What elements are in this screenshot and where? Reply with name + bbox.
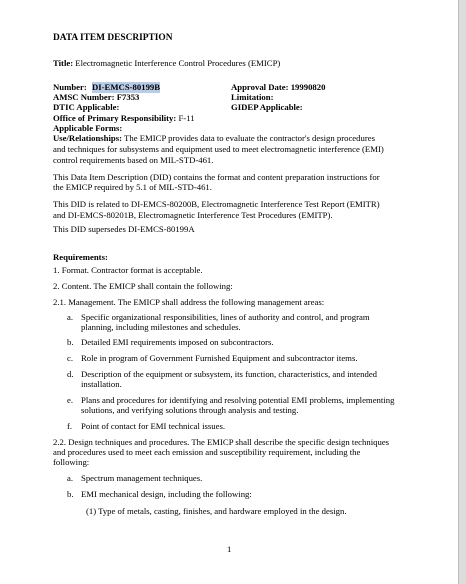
requirement-2-1: 2.1. Management. The EMICP shall address the following management areas: bbox=[53, 297, 325, 307]
dtic-label: DTIC Applicable: bbox=[53, 102, 120, 112]
title-value: Electromagnetic Interference Control Procedures (EMICP) bbox=[75, 58, 281, 68]
item-b2-text: EMI mechanical design, including the following: bbox=[81, 489, 252, 499]
amsc-label: AMSC Number: bbox=[53, 92, 115, 102]
number-label: Number: bbox=[53, 82, 87, 92]
vertical-scrollbar[interactable] bbox=[459, 0, 466, 584]
item-b2-1-text: (1) Type of metals, casting, finishes, and hardware employed in the design. bbox=[86, 506, 347, 516]
item-a-label: a. bbox=[67, 312, 74, 322]
office-value: F-11 bbox=[178, 113, 195, 123]
requirement-2-2-text-3: following: bbox=[53, 457, 90, 467]
office-label: Office of Primary Responsibility: bbox=[53, 113, 177, 123]
requirement-2: 2. Content. The EMICP shall contain the following: bbox=[53, 281, 233, 291]
requirement-2-2-text-2: and procedures used to meet each emission and susceptibility requirement, including the bbox=[53, 447, 361, 457]
title-line bbox=[53, 58, 280, 69]
title-label: Title: bbox=[53, 58, 74, 68]
requirements-heading: Requirements: bbox=[53, 252, 108, 262]
use-line-1 bbox=[53, 133, 375, 144]
item-d-label: d. bbox=[67, 369, 74, 379]
use-text-3: control requirements based on MIL-STD-461. bbox=[53, 155, 214, 165]
item-e-text-2: solutions, and verifying solutions through analysis and testing. bbox=[81, 405, 299, 415]
requirement-1: 1. Format. Contractor format is acceptable. bbox=[53, 265, 203, 275]
use-text-1: The EMICP provides data to evaluate the contractor's design procedures bbox=[124, 133, 375, 143]
item-f-text: Point of contact for EMI technical issues. bbox=[81, 421, 226, 431]
item-c-label: c. bbox=[67, 353, 74, 363]
item-b-label: b. bbox=[67, 337, 74, 347]
use-label: Use/Relationships: bbox=[53, 133, 123, 143]
number-value[interactable]: DI-EMCS-80199B bbox=[92, 82, 161, 92]
item-d-text-2: installation. bbox=[81, 379, 122, 389]
item-b-text: Detailed EMI requirements imposed on subcontractors. bbox=[81, 337, 274, 347]
forms-label: Applicable Forms: bbox=[53, 123, 123, 133]
item-c-text: Role in program of Government Furnished Equipment and subcontractor items. bbox=[81, 353, 358, 363]
item-b2-label: b. bbox=[67, 489, 74, 499]
approval-label: Approval Date: bbox=[231, 82, 289, 92]
gidep-label: GIDEP Applicable: bbox=[231, 102, 303, 112]
item-a2-label: a. bbox=[67, 473, 74, 483]
item-a2-text: Spectrum management techniques. bbox=[81, 473, 203, 483]
page-number: 1 bbox=[227, 544, 232, 554]
approval-value: 19990820 bbox=[290, 82, 326, 92]
document-heading: DATA ITEM DESCRIPTION bbox=[53, 33, 173, 43]
item-d-text-1: Description of the equipment or subsystem, its function, characteristics, and intended bbox=[81, 369, 378, 379]
related-text-2: and DI-EMCS-80201B, Electromagnetic Interference Test Procedures (EMITP). bbox=[53, 210, 333, 220]
use-text-2: and techniques for subsystems and equipment used to meet electromagnetic interference (EMI) bbox=[53, 144, 384, 154]
amsc-value: F7353 bbox=[116, 92, 140, 102]
did-text-2: the EMICP required by 5.1 of MIL-STD-461. bbox=[53, 182, 212, 192]
did-text-1: This Data Item Description (DID) contains the format and content preparation instructions for bbox=[53, 172, 380, 182]
item-a-text-2: planning, including milestones and schedules. bbox=[81, 322, 241, 332]
related-text-1: This DID is related to DI-EMCS-80200B, Electromagnetic Interference Test Report (EMITR) bbox=[53, 199, 380, 209]
item-e-label: e. bbox=[67, 395, 74, 405]
item-f-label: f. bbox=[67, 421, 73, 431]
requirement-2-2-text-1: 2.2. Design techniques and procedures. The EMICP shall describe the specific design techniques bbox=[53, 437, 390, 447]
item-a-text-1: Specific organizational responsibilities, lines of authority and control, and program bbox=[81, 312, 370, 322]
supersedes-text: This DID supersedes DI-EMCS-80199A bbox=[53, 224, 195, 234]
limitation-label: Limitation: bbox=[231, 92, 274, 102]
item-e-text-1: Plans and procedures for identifying and resolving potential EMI problems, implementing bbox=[81, 395, 395, 405]
